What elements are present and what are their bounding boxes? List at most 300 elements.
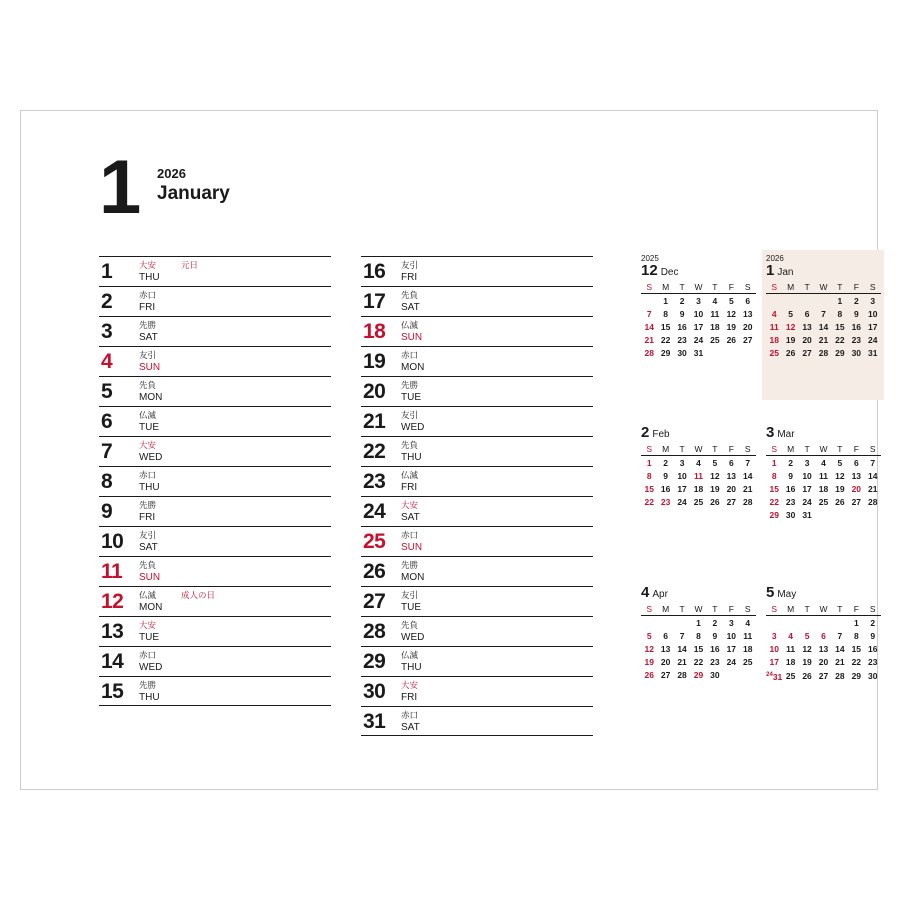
mini-day-cell: 11 bbox=[769, 321, 779, 332]
mini-day-cell: 17 bbox=[802, 483, 812, 494]
mini-day-cell: 22 bbox=[660, 335, 671, 346]
mini-day-cell: 5 bbox=[712, 457, 718, 468]
mini-calendar-table bbox=[766, 444, 881, 522]
mini-calendar-table bbox=[641, 604, 756, 682]
mini-weekday-header: S bbox=[766, 604, 782, 616]
year-label: 2026 bbox=[157, 166, 186, 181]
mini-day-cell: 23 bbox=[660, 497, 671, 508]
day-number: 30 bbox=[363, 680, 386, 703]
mini-day-cell: 26 bbox=[835, 497, 845, 508]
mini-day-cell: 18 bbox=[818, 483, 829, 494]
mini-day-cell: 4 bbox=[745, 617, 751, 628]
mini-day-cell bbox=[641, 294, 657, 308]
mini-calendar-month-number: 1 bbox=[766, 262, 775, 279]
mini-day-cell: 3 bbox=[728, 617, 734, 628]
mini-calendar-table bbox=[641, 444, 756, 509]
mini-day-cell: 14 bbox=[868, 470, 878, 481]
mini-week-row bbox=[766, 456, 881, 470]
day-of-week: TUE bbox=[139, 632, 159, 643]
mini-day-cell: 17 bbox=[726, 643, 737, 654]
mini-day-cell: 31 bbox=[802, 510, 812, 521]
mini-weekday-header: T bbox=[832, 282, 848, 294]
day-of-week: FRI bbox=[401, 272, 418, 283]
mini-day-cell: 13 bbox=[660, 643, 671, 654]
day-row bbox=[361, 556, 593, 586]
day-of-week: WED bbox=[401, 422, 425, 433]
mini-calendar-inner bbox=[766, 416, 884, 522]
mini-calendar bbox=[766, 416, 884, 522]
mini-day-cell bbox=[815, 294, 831, 308]
mini-day-cell: 27 bbox=[726, 497, 737, 508]
mini-day-cell: 20 bbox=[726, 483, 737, 494]
mini-weekday-header: W bbox=[815, 282, 831, 294]
mini-weekday-header: W bbox=[690, 444, 706, 456]
mini-weekday-header: T bbox=[674, 444, 690, 456]
mini-weekday-header: S bbox=[740, 604, 756, 616]
rokuyo-label: 先勝 bbox=[139, 680, 157, 690]
mini-day-cell: 18 bbox=[693, 483, 704, 494]
mini-day-cell: 9 bbox=[853, 308, 859, 319]
calendar-page bbox=[20, 110, 878, 790]
day-of-week: WED bbox=[401, 632, 425, 643]
mini-weekday-header: F bbox=[723, 444, 739, 456]
day-of-week: THU bbox=[139, 482, 160, 493]
day-row bbox=[361, 376, 593, 406]
mini-weekday-header: M bbox=[782, 444, 798, 456]
day-of-week: FRI bbox=[139, 512, 156, 523]
mini-day-cell: 6 bbox=[804, 308, 810, 319]
mini-day-cell: 28 bbox=[818, 348, 829, 359]
rokuyo-label: 友引 bbox=[401, 590, 419, 600]
mini-day-cell: 10 bbox=[868, 308, 878, 319]
mini-day-cell: 14 bbox=[818, 321, 829, 332]
day-of-week: MON bbox=[139, 392, 163, 403]
mini-day-cell: 27 bbox=[660, 670, 671, 681]
mini-day-cell: 30 bbox=[785, 510, 796, 521]
mini-day-cell: 2 bbox=[788, 457, 793, 468]
mini-week-row bbox=[766, 616, 881, 630]
mini-day-cell: 14 bbox=[835, 643, 845, 654]
mini-weekday-header: T bbox=[707, 444, 723, 456]
mini-calendar-year: 2025 bbox=[641, 254, 659, 263]
mini-day-cell: 3 bbox=[771, 630, 777, 641]
day-row bbox=[99, 556, 331, 586]
mini-weekday-header: T bbox=[674, 604, 690, 616]
mini-weekday-header: F bbox=[848, 282, 864, 294]
mini-day-cell: 9 bbox=[788, 470, 793, 481]
mini-day-cell: 2 bbox=[712, 617, 718, 628]
day-row bbox=[361, 256, 593, 286]
mini-day-cell: 7 bbox=[837, 630, 843, 641]
rokuyo-label: 先勝 bbox=[139, 320, 157, 330]
mini-day-cell: 5 bbox=[646, 630, 652, 641]
mini-day-cell: 12 bbox=[835, 470, 845, 481]
day-number: 31 bbox=[363, 710, 386, 733]
day-number: 5 bbox=[101, 380, 113, 403]
mini-weekday-header: W bbox=[815, 604, 831, 616]
day-number: 7 bbox=[101, 440, 113, 463]
mini-day-cell: 4 bbox=[696, 457, 701, 468]
mini-calendar bbox=[641, 576, 759, 682]
mini-weekday-header: S bbox=[865, 282, 881, 294]
rokuyo-label: 赤口 bbox=[401, 350, 419, 360]
day-row bbox=[99, 646, 331, 676]
mini-day-cell: 26 bbox=[785, 348, 796, 359]
mini-day-cell: 19 bbox=[835, 483, 845, 494]
mini-day-cell bbox=[641, 616, 657, 630]
mini-day-cell: 30 bbox=[710, 670, 720, 681]
mini-day-cell: 9 bbox=[712, 630, 718, 641]
day-of-week: TUE bbox=[401, 602, 421, 613]
day-number: 15 bbox=[101, 680, 124, 703]
mini-day-cell: 25 bbox=[818, 497, 829, 508]
mini-calendar-month-number: 2 bbox=[641, 424, 650, 441]
mini-day-cell: 21 bbox=[644, 335, 654, 346]
mini-day-cell: 1 bbox=[771, 457, 777, 468]
mini-week-row bbox=[766, 642, 881, 655]
mini-calendar-month-name: Mar bbox=[777, 429, 795, 440]
mini-day-cell: 18 bbox=[710, 321, 720, 332]
mini-calendar bbox=[641, 416, 759, 509]
mini-day-cell: 5 bbox=[837, 457, 843, 468]
mini-day-cell: 5 bbox=[788, 308, 793, 319]
day-number: 25 bbox=[363, 530, 386, 553]
mini-week-row bbox=[641, 656, 756, 669]
mini-day-cell bbox=[832, 509, 848, 522]
mini-weekday-header: M bbox=[782, 282, 798, 294]
mini-day-cell: 9 bbox=[870, 630, 876, 641]
mini-day-cell: 20 bbox=[660, 657, 671, 668]
mini-calendar-month-number: 4 bbox=[641, 584, 650, 601]
day-of-week: FRI bbox=[401, 692, 418, 703]
mini-day-cell: 28 bbox=[835, 671, 845, 682]
mini-day-cell: 20 bbox=[851, 483, 862, 494]
mini-day-cell: 8 bbox=[771, 470, 777, 481]
mini-calendar-title bbox=[641, 586, 759, 602]
mini-day-cell: 2 bbox=[679, 295, 685, 306]
mini-day-cell: 7 bbox=[646, 308, 652, 319]
mini-day-cell: 22 bbox=[693, 657, 704, 668]
day-number: 8 bbox=[101, 470, 113, 493]
mini-day-cell: 14 bbox=[743, 470, 753, 481]
day-row bbox=[99, 586, 331, 616]
mini-week-row bbox=[766, 482, 881, 495]
mini-week-row bbox=[641, 294, 756, 308]
mini-week-row bbox=[641, 347, 756, 360]
mini-day-cell: 11 bbox=[710, 308, 720, 319]
day-row bbox=[361, 586, 593, 616]
rokuyo-label: 仏滅 bbox=[139, 590, 157, 600]
mini-day-cell: 29 bbox=[693, 670, 704, 681]
mini-day-cell: 6 bbox=[853, 457, 859, 468]
day-of-week: SAT bbox=[401, 722, 420, 733]
mini-day-cell: 29 bbox=[769, 510, 779, 521]
day-number: 16 bbox=[363, 260, 386, 283]
mini-day-cell: 9 bbox=[663, 470, 668, 481]
rokuyo-label: 赤口 bbox=[139, 470, 157, 480]
mini-day-cell: 21 bbox=[743, 483, 753, 494]
mini-day-cell: 18 bbox=[785, 657, 796, 668]
mini-day-cell: 6 bbox=[663, 630, 668, 641]
day-row bbox=[361, 346, 593, 376]
mini-day-cell: 20 bbox=[743, 321, 753, 332]
day-row bbox=[361, 676, 593, 706]
mini-day-cell: 15 bbox=[851, 643, 862, 654]
mini-calendar-month-number: 5 bbox=[766, 584, 775, 601]
mini-day-cell: 2 bbox=[663, 457, 668, 468]
mini-week-row bbox=[641, 642, 756, 655]
day-number: 22 bbox=[363, 440, 386, 463]
day-of-week: SAT bbox=[139, 332, 158, 343]
mini-calendar-title bbox=[766, 426, 884, 442]
mini-day-cell: 16 bbox=[660, 483, 671, 494]
mini-day-cell: 28 bbox=[743, 497, 753, 508]
mini-day-cell: 31 bbox=[868, 348, 878, 359]
day-number: 21 bbox=[363, 410, 386, 433]
mini-calendar-inner bbox=[766, 254, 884, 360]
day-number: 10 bbox=[101, 530, 124, 553]
mini-weekday-header: T bbox=[799, 604, 815, 616]
mini-week-row bbox=[766, 307, 881, 320]
mini-calendar-inner bbox=[641, 416, 759, 509]
mini-week-row bbox=[766, 334, 881, 347]
day-row bbox=[361, 286, 593, 316]
mini-day-cell bbox=[723, 347, 739, 360]
mini-day-cell: 13 bbox=[851, 470, 862, 481]
mini-day-cell: 8 bbox=[663, 308, 668, 319]
rokuyo-label: 仏滅 bbox=[401, 320, 419, 330]
day-row bbox=[99, 346, 331, 376]
mini-weekday-header: T bbox=[707, 282, 723, 294]
mini-day-cell: 26 bbox=[726, 335, 737, 346]
mini-day-cell: 20 bbox=[802, 335, 812, 346]
day-row bbox=[361, 706, 593, 736]
mini-day-cell: $^{24}$31 bbox=[766, 672, 783, 683]
mini-day-cell: 5 bbox=[804, 630, 810, 641]
mini-day-cell: 17 bbox=[868, 321, 878, 332]
mini-day-cell: 6 bbox=[745, 295, 751, 306]
day-row bbox=[361, 646, 593, 676]
mini-day-cell: 18 bbox=[743, 643, 753, 654]
rokuyo-label: 仏滅 bbox=[139, 410, 157, 420]
mini-day-cell: 17 bbox=[677, 483, 687, 494]
mini-day-cell: 28 bbox=[644, 348, 654, 359]
mini-day-cell: 16 bbox=[710, 643, 720, 654]
rokuyo-label: 大安 bbox=[139, 440, 157, 450]
mini-day-cell: 24 bbox=[802, 497, 812, 508]
mini-week-row bbox=[641, 496, 756, 509]
mini-weekday-header: S bbox=[766, 444, 782, 456]
day-of-week: MON bbox=[401, 362, 425, 373]
mini-calendar bbox=[766, 576, 884, 684]
mini-week-row bbox=[766, 509, 881, 522]
day-column-right bbox=[361, 256, 593, 736]
mini-day-cell: 26 bbox=[710, 497, 720, 508]
mini-day-cell: 19 bbox=[726, 321, 737, 332]
rokuyo-label: 友引 bbox=[401, 410, 419, 420]
mini-day-cell bbox=[799, 294, 815, 308]
day-of-week: WED bbox=[139, 662, 163, 673]
day-of-week: FRI bbox=[139, 302, 156, 313]
day-number: 14 bbox=[101, 650, 124, 673]
mini-day-cell: 23 bbox=[710, 657, 720, 668]
mini-weekday-header: S bbox=[641, 282, 657, 294]
day-row bbox=[99, 376, 331, 406]
day-of-week: SAT bbox=[401, 302, 420, 313]
mini-weekday-header: M bbox=[657, 282, 673, 294]
day-of-week: THU bbox=[401, 662, 422, 673]
mini-day-cell: 17 bbox=[769, 657, 779, 668]
rokuyo-label: 大安 bbox=[401, 680, 419, 690]
rokuyo-label: 大安 bbox=[401, 500, 419, 510]
mini-day-cell bbox=[782, 294, 798, 308]
mini-weekday-header: T bbox=[799, 282, 815, 294]
day-number: 1 bbox=[101, 260, 113, 283]
rokuyo-label: 先勝 bbox=[401, 560, 419, 570]
mini-day-cell: 12 bbox=[710, 470, 720, 481]
mini-day-cell: 24 bbox=[677, 497, 687, 508]
mini-week-row bbox=[641, 669, 756, 682]
mini-day-cell: 15 bbox=[644, 483, 654, 494]
day-of-week: SAT bbox=[139, 542, 158, 553]
mini-calendar-month-number: 12 bbox=[641, 262, 658, 279]
mini-day-cell: 26 bbox=[644, 670, 654, 681]
mini-day-cell: 11 bbox=[818, 470, 828, 481]
mini-day-cell: 8 bbox=[696, 630, 701, 641]
mini-day-cell bbox=[674, 616, 690, 630]
mini-day-cell: 10 bbox=[802, 470, 812, 481]
mini-day-cell: 27 bbox=[851, 497, 862, 508]
rokuyo-label: 友引 bbox=[139, 350, 157, 360]
mini-week-row bbox=[766, 656, 881, 669]
day-row bbox=[99, 406, 331, 436]
mini-day-cell: 29 bbox=[660, 348, 671, 359]
mini-day-cell: 7 bbox=[870, 457, 876, 468]
mini-day-cell bbox=[782, 616, 798, 630]
day-of-week: SUN bbox=[401, 542, 423, 553]
mini-calendar-table bbox=[641, 282, 756, 360]
mini-day-cell: 23 bbox=[785, 497, 796, 508]
mini-day-cell: 16 bbox=[785, 483, 796, 494]
mini-day-cell: 13 bbox=[726, 470, 737, 481]
day-row bbox=[99, 676, 331, 706]
mini-day-cell bbox=[707, 347, 723, 360]
mini-day-cell: 19 bbox=[802, 657, 812, 668]
mini-week-row bbox=[766, 629, 881, 642]
mini-weekday-header: T bbox=[832, 604, 848, 616]
day-number: 24 bbox=[363, 500, 386, 523]
day-row bbox=[361, 526, 593, 556]
mini-day-cell bbox=[657, 616, 673, 630]
day-number: 18 bbox=[363, 320, 386, 343]
mini-day-cell: 25 bbox=[743, 657, 753, 668]
mini-day-cell: 13 bbox=[818, 643, 829, 654]
mini-day-cell: 1 bbox=[663, 295, 668, 306]
mini-day-cell: 28 bbox=[868, 497, 878, 508]
mini-day-cell: 23 bbox=[677, 335, 687, 346]
day-of-week: THU bbox=[139, 272, 160, 283]
day-number: 9 bbox=[101, 500, 113, 523]
mini-day-cell: 4 bbox=[771, 308, 777, 319]
mini-weekday-header: W bbox=[815, 444, 831, 456]
mini-week-row bbox=[641, 307, 756, 320]
rokuyo-label: 先勝 bbox=[139, 500, 157, 510]
day-of-week: THU bbox=[401, 452, 422, 463]
day-number: 20 bbox=[363, 380, 386, 403]
mini-day-cell: 15 bbox=[769, 483, 779, 494]
mini-day-cell: 16 bbox=[851, 321, 862, 332]
mini-calendar-table bbox=[766, 604, 881, 684]
mini-day-cell: 27 bbox=[818, 671, 829, 682]
mini-day-cell: 24 bbox=[868, 335, 878, 346]
mini-day-cell: 10 bbox=[769, 643, 779, 654]
mini-day-cell: 16 bbox=[868, 643, 878, 654]
mini-day-cell: 16 bbox=[677, 321, 687, 332]
mini-day-cell: 22 bbox=[644, 497, 654, 508]
day-number: 6 bbox=[101, 410, 113, 433]
mini-day-cell: 19 bbox=[644, 657, 654, 668]
mini-day-cell: 25 bbox=[785, 671, 796, 682]
mini-weekday-header: S bbox=[865, 604, 881, 616]
mini-calendar-year bbox=[766, 416, 884, 425]
day-number: 3 bbox=[101, 320, 113, 343]
mini-calendar-month-name: Feb bbox=[652, 429, 670, 440]
mini-day-cell: 7 bbox=[745, 457, 751, 468]
mini-day-cell: 8 bbox=[646, 470, 652, 481]
mini-week-row bbox=[641, 334, 756, 347]
day-row bbox=[361, 466, 593, 496]
rokuyo-label: 赤口 bbox=[139, 290, 157, 300]
mini-day-cell: 24 bbox=[726, 657, 737, 668]
mini-day-cell bbox=[799, 616, 815, 630]
mini-weekday-header: M bbox=[657, 444, 673, 456]
mini-weekday-header: S bbox=[740, 444, 756, 456]
mini-week-row bbox=[641, 469, 756, 482]
mini-weekday-header: S bbox=[740, 282, 756, 294]
day-column-left bbox=[99, 256, 331, 706]
mini-day-cell: 22 bbox=[851, 657, 862, 668]
mini-day-cell: 1 bbox=[646, 457, 652, 468]
mini-weekday-header: T bbox=[707, 604, 723, 616]
mini-day-cell: 15 bbox=[660, 321, 671, 332]
mini-calendar-year bbox=[641, 416, 759, 425]
day-of-week: MON bbox=[401, 572, 425, 583]
rokuyo-label: 仏滅 bbox=[401, 470, 419, 480]
mini-day-cell: 18 bbox=[769, 335, 779, 346]
mini-day-cell bbox=[740, 669, 756, 682]
rokuyo-label: 先負 bbox=[401, 620, 419, 630]
day-number: 27 bbox=[363, 590, 386, 613]
day-row bbox=[99, 286, 331, 316]
mini-day-cell: 10 bbox=[693, 308, 704, 319]
rokuyo-label: 先負 bbox=[401, 290, 419, 300]
mini-calendar bbox=[641, 254, 759, 360]
mini-week-row bbox=[766, 669, 881, 684]
mini-day-cell: 12 bbox=[644, 643, 654, 654]
mini-weekday-header: M bbox=[782, 604, 798, 616]
mini-weekday-header: S bbox=[766, 282, 782, 294]
mini-day-cell: 12 bbox=[802, 643, 812, 654]
mini-day-cell: 2 bbox=[870, 617, 876, 628]
day-row bbox=[99, 316, 331, 346]
mini-day-cell: 4 bbox=[821, 457, 826, 468]
mini-calendar-year bbox=[641, 576, 759, 585]
mini-day-cell: 12 bbox=[785, 321, 796, 332]
day-row bbox=[99, 616, 331, 646]
rokuyo-label: 赤口 bbox=[139, 650, 157, 660]
mini-day-cell: 15 bbox=[693, 643, 704, 654]
mini-day-cell bbox=[815, 509, 831, 522]
